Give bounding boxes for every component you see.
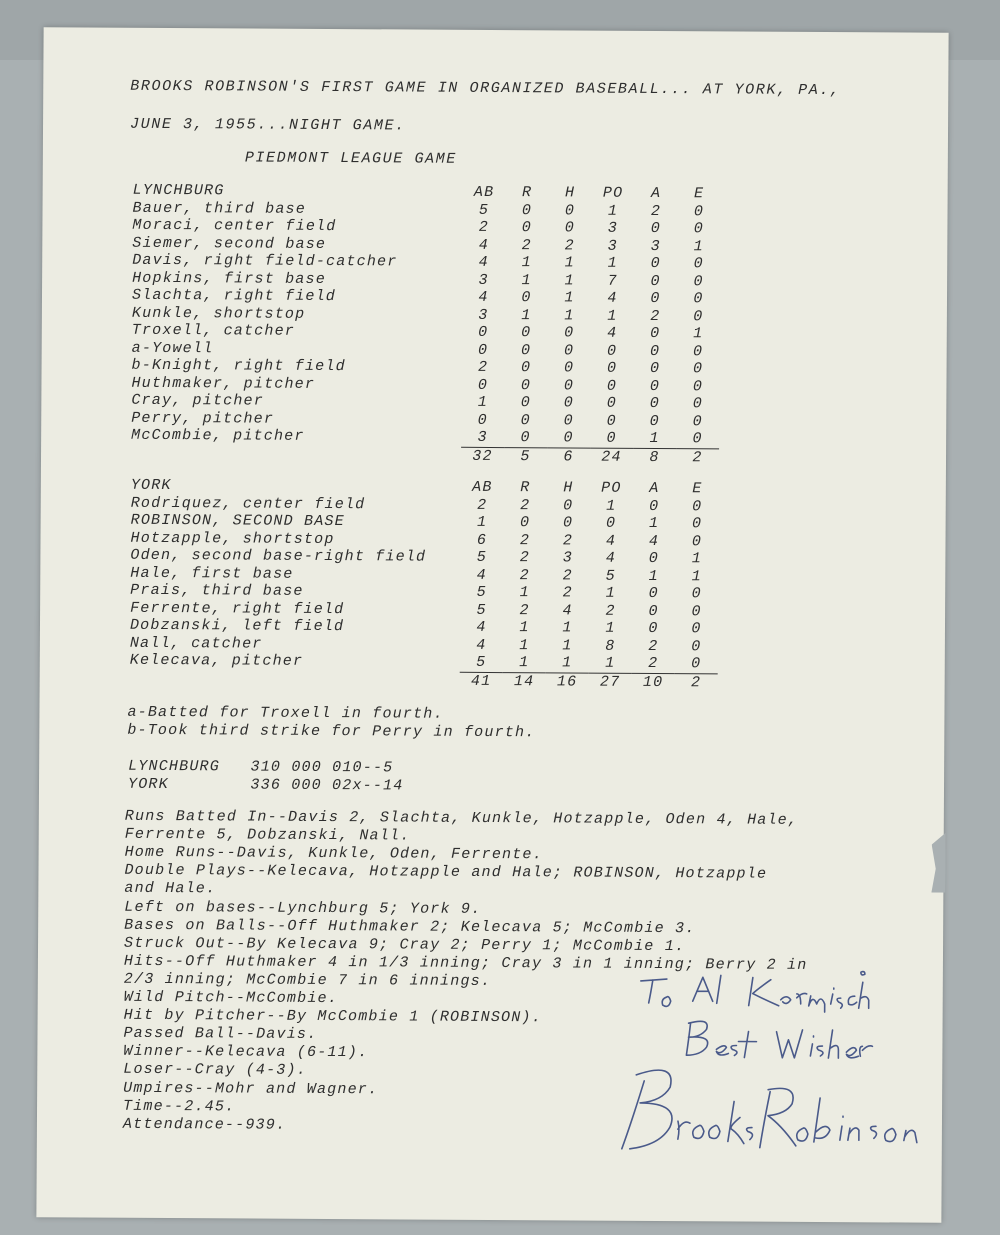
header-line-1: BROOKS ROBINSON'S FIRST GAME IN ORGANIZED BASEBALL... AT YORK, PA., xyxy=(130,77,841,100)
stat-po: 0 xyxy=(590,430,633,448)
york-col-header: AB xyxy=(472,478,493,496)
footnote-a: a-Batted for Troxell in fourth. xyxy=(127,703,444,723)
stat-ab: 5 xyxy=(476,583,487,601)
stat-e: 0 xyxy=(692,395,704,413)
summary-line: Ferrente 5, Dobzanski, Nall. xyxy=(124,825,411,845)
stat-e: 0 xyxy=(691,602,702,620)
stat-r: 0 xyxy=(520,376,532,394)
stat-e: 0 xyxy=(693,202,705,220)
stat-po: 1 xyxy=(606,497,617,515)
total-r: 14 xyxy=(513,672,535,691)
lynchburg-player-row xyxy=(132,322,720,343)
stat-e: 0 xyxy=(693,255,704,273)
stat-h: 0 xyxy=(563,394,575,412)
summary-line: Wild Pitch--McCombie. xyxy=(123,988,339,1008)
stat-e: 1 xyxy=(693,237,704,255)
stat-h: 1 xyxy=(562,636,573,654)
player-name: Cray, pitcher xyxy=(131,391,265,410)
stat-po: 5 xyxy=(605,567,616,585)
stat-r: 1 xyxy=(521,306,532,324)
stat-po: 0 xyxy=(606,412,617,430)
stat-h: 2 xyxy=(562,566,573,584)
stat-e: 0 xyxy=(691,637,702,655)
total-e: 2 xyxy=(690,673,702,692)
stat-a: 2 xyxy=(650,307,661,325)
player-name: Kunkle, shortstop xyxy=(131,304,306,323)
stat-h: 1 xyxy=(564,254,575,272)
stat-ab: 3 xyxy=(478,306,489,324)
stat-po: 3 xyxy=(607,219,619,237)
stat-e: 0 xyxy=(692,360,704,378)
footnote-b: b-Took third strike for Perry in fourth. xyxy=(127,721,536,742)
total-po: 24 xyxy=(601,448,622,466)
stat-a: 0 xyxy=(648,549,660,568)
typed-box-score-sheet xyxy=(36,27,948,1223)
stat-h: 0 xyxy=(563,411,574,429)
total-a: 10 xyxy=(642,673,664,691)
stat-r: 0 xyxy=(521,289,532,307)
stat-e: 0 xyxy=(693,290,704,308)
stat-po: 0 xyxy=(605,514,617,532)
stat-ab: 5 xyxy=(478,201,490,219)
player-name: Dobzanski, left field xyxy=(129,616,345,636)
stat-e: 0 xyxy=(693,272,704,290)
stat-po: 1 xyxy=(607,307,618,325)
stat-ab: 5 xyxy=(476,601,487,619)
total-ab: 41 xyxy=(470,672,492,690)
linescore-york: YORK 336 000 02x--14 xyxy=(127,775,404,795)
autograph-inscription xyxy=(592,971,933,1178)
totals-spacer xyxy=(131,445,461,466)
stat-ab: 4 xyxy=(476,566,487,584)
stat-h: 0 xyxy=(563,376,575,394)
stat-e: 0 xyxy=(693,342,704,360)
stat-h: 0 xyxy=(563,496,574,514)
stat-r: 1 xyxy=(503,654,546,672)
player-name: ROBINSON, SECOND BASE xyxy=(130,511,345,531)
stat-r: 0 xyxy=(521,341,532,359)
stat-ab: 0 xyxy=(477,376,489,394)
stat-r: 1 xyxy=(519,619,530,637)
player-name: Slachta, right field xyxy=(131,286,337,306)
total-e: 2 xyxy=(692,448,703,467)
player-name: Oden, second base-right field xyxy=(130,546,427,566)
stat-po: 2 xyxy=(605,602,616,620)
stat-h: 1 xyxy=(564,289,575,307)
stat-po: 3 xyxy=(607,237,618,255)
stat-a: 0 xyxy=(650,342,661,360)
player-name: Huthmaker, pitcher xyxy=(131,374,316,393)
lynchburg-col-header: AB xyxy=(473,183,495,202)
summary-line: Struck Out--By Kelecava 9; Cray 2; Perry 1; McCombie 1. xyxy=(123,934,686,955)
stat-po: 8 xyxy=(605,637,616,655)
stat-a: 0 xyxy=(650,289,661,308)
player-name: Nall, catcher xyxy=(129,634,263,653)
york-box-score xyxy=(130,477,719,692)
player-name: Bauer, third base xyxy=(132,199,307,218)
stat-a: 3 xyxy=(650,237,661,255)
stat-e: 0 xyxy=(693,220,705,238)
stat-h: 2 xyxy=(562,531,574,549)
stat-e: 0 xyxy=(691,585,702,603)
stat-h: 1 xyxy=(564,271,575,289)
york-col-header: PO xyxy=(601,479,622,497)
player-name: Moraci, center field xyxy=(132,216,337,236)
summary-line: Umpires--Mohr and Wagner. xyxy=(123,1079,379,1098)
stat-ab: 4 xyxy=(478,288,489,306)
stat-r: 1 xyxy=(519,636,530,654)
stat-a: 0 xyxy=(650,219,662,238)
stat-po: 4 xyxy=(605,532,617,550)
stat-a: 2 xyxy=(648,637,659,655)
stat-r: 0 xyxy=(521,219,533,237)
stat-h: 0 xyxy=(564,201,576,219)
york-team-name: YORK xyxy=(130,476,172,495)
player-name: a-Yowell xyxy=(131,339,214,357)
york-col-header: A xyxy=(649,479,660,498)
header-line-2: JUNE 3, 1955...NIGHT GAME. xyxy=(130,115,406,135)
stat-po: 1 xyxy=(605,619,616,637)
stat-po: 1 xyxy=(605,584,616,602)
stat-r: 0 xyxy=(521,324,532,342)
stat-po: 4 xyxy=(607,289,618,307)
stat-a: 2 xyxy=(650,202,662,220)
stat-po: 0 xyxy=(606,359,618,377)
summary-line: Winner--Kelecava (6-11). xyxy=(123,1043,369,1062)
stat-h: 0 xyxy=(564,324,575,342)
total-h: 16 xyxy=(556,673,578,691)
stat-r: 2 xyxy=(520,496,531,514)
stat-po: 0 xyxy=(606,394,618,412)
player-name: Ferrente, right field xyxy=(130,599,345,618)
summary-line: Time--2.45. xyxy=(123,1097,236,1116)
player-name: Troxell, catcher xyxy=(131,321,296,340)
player-name: McCombie, pitcher xyxy=(131,427,305,446)
summary-line: Home Runs--Davis, Kunkle, Oden, Ferrente. xyxy=(124,843,543,864)
stat-h: 0 xyxy=(564,219,576,237)
stat-po: 1 xyxy=(607,202,619,220)
summary-line: and Hale. xyxy=(124,880,217,898)
stat-ab: 0 xyxy=(478,341,489,359)
stat-e: 1 xyxy=(691,567,702,585)
summary-line: Hit by Pitcher--By McCombie 1 (ROBINSON). xyxy=(123,1006,542,1027)
stat-h: 0 xyxy=(564,341,575,359)
stat-ab: 4 xyxy=(478,253,489,271)
stat-h: 0 xyxy=(562,514,574,532)
stat-h: 1 xyxy=(564,306,575,324)
stat-e: 0 xyxy=(691,620,702,638)
total-ab: 32 xyxy=(472,447,493,465)
player-name: Hale, first base xyxy=(130,564,294,583)
league-title: PIEDMONT LEAGUE GAME xyxy=(244,149,457,168)
summary-line: Runs Batted In--Davis 2, Slachta, Kunkle, Hotzapple, Oden 4, Hale, xyxy=(124,807,799,829)
stat-a: 1 xyxy=(648,567,659,585)
stat-po: 1 xyxy=(589,655,632,673)
york-col-header: E xyxy=(692,480,703,498)
paper-tear xyxy=(931,833,945,893)
stat-a: 0 xyxy=(648,584,659,603)
stat-h: 1 xyxy=(546,654,589,672)
stat-ab: 3 xyxy=(461,429,504,447)
stat-r: 0 xyxy=(520,411,531,429)
stat-r: 2 xyxy=(519,566,530,584)
stat-e: 1 xyxy=(691,550,703,568)
stat-a: 0 xyxy=(648,619,659,638)
stat-ab: 2 xyxy=(477,496,488,514)
player-name: Davis, right field-catcher xyxy=(132,251,398,271)
stat-r: 0 xyxy=(504,429,547,447)
summary-line: Bases on Balls--Off Huthmaker 2; Kelecava 5; McCombie 3. xyxy=(124,916,696,937)
stat-r: 0 xyxy=(520,359,532,377)
stat-a: 0 xyxy=(649,394,661,413)
stat-r: 1 xyxy=(521,271,532,289)
stat-ab: 3 xyxy=(478,271,489,289)
stat-a: 0 xyxy=(648,602,659,620)
stat-ab: 4 xyxy=(478,236,489,254)
stat-a: 0 xyxy=(650,324,661,343)
stat-ab: 2 xyxy=(478,218,490,236)
player-name: Kelecava, pitcher xyxy=(129,652,304,671)
stat-ab: 5 xyxy=(460,654,503,672)
stat-a: 1 xyxy=(633,430,676,448)
player-name: Hotzapple, shortstop xyxy=(130,529,335,548)
stat-po: 0 xyxy=(607,342,618,360)
stat-e: 0 xyxy=(693,307,704,325)
lynchburg-col-header: PO xyxy=(602,184,624,202)
stat-h: 0 xyxy=(563,359,575,377)
player-name: Rodriquez, center field xyxy=(130,494,366,513)
totals-spacer xyxy=(130,670,460,691)
stat-e: 0 xyxy=(691,532,703,550)
stat-r: 2 xyxy=(519,531,531,549)
stat-h: 2 xyxy=(562,584,573,602)
stat-a: 0 xyxy=(649,377,661,395)
stat-ab: 4 xyxy=(476,636,487,654)
stat-r: 2 xyxy=(519,549,531,567)
player-name: b-Knight, right field xyxy=(131,356,346,376)
york-col-header: H xyxy=(563,479,574,497)
stat-r: 0 xyxy=(520,394,532,412)
lynchburg-col-header: A xyxy=(650,184,662,203)
lynchburg-totals-row xyxy=(131,445,719,467)
stat-h: 2 xyxy=(564,236,575,254)
stat-r: 1 xyxy=(521,254,532,272)
stat-r: 0 xyxy=(519,514,531,532)
stat-po: 1 xyxy=(607,254,618,272)
stat-a: 0 xyxy=(649,412,660,430)
stat-h: 1 xyxy=(562,619,573,637)
total-r: 5 xyxy=(520,447,531,465)
stat-e: 0 xyxy=(692,377,704,395)
summary-line: Passed Ball--Davis. xyxy=(123,1024,318,1044)
player-name: Hopkins, first base xyxy=(132,269,326,288)
stat-ab: 2 xyxy=(477,358,489,376)
stat-a: 0 xyxy=(650,272,661,290)
stat-a: 4 xyxy=(648,532,660,550)
york-col-header: R xyxy=(520,479,531,497)
lynchburg-team-name: LYNCHBURG xyxy=(132,181,225,200)
linescore-lynchburg: LYNCHBURG 310 000 010--5 xyxy=(128,757,394,777)
stat-ab: 4 xyxy=(476,618,487,636)
stat-r: 1 xyxy=(519,584,530,602)
stat-e: 0 xyxy=(676,430,719,448)
stat-e: 0 xyxy=(691,515,703,533)
stat-po: 7 xyxy=(607,272,618,290)
summary-line: 2/3 inning; McCombie 7 in 6 innings. xyxy=(123,970,492,990)
total-a: 8 xyxy=(649,448,660,466)
summary-line: Loser--Cray (4-3). xyxy=(123,1061,307,1080)
stat-ab: 0 xyxy=(477,411,488,429)
stat-r: 2 xyxy=(521,236,532,254)
stat-e: 0 xyxy=(692,497,703,515)
stat-a: 1 xyxy=(648,514,660,533)
stat-ab: 1 xyxy=(476,513,488,531)
stat-h: 0 xyxy=(547,429,590,447)
stat-ab: 5 xyxy=(476,548,488,566)
stat-r: 2 xyxy=(519,601,530,619)
lynchburg-col-header: R xyxy=(521,184,533,202)
handwritten-signature xyxy=(592,971,933,1173)
summary-line: Hits--Off Huthmaker 4 in 1/3 inning; Cray 3 in 1 inning; Berry 2 in xyxy=(123,952,808,974)
lynchburg-box-score xyxy=(131,182,721,467)
player-name: Siemer, second base xyxy=(132,234,327,253)
stat-h: 4 xyxy=(562,601,573,619)
summary-line: Attendance--939. xyxy=(122,1115,287,1134)
total-h: 6 xyxy=(563,448,574,466)
stat-a: 0 xyxy=(649,359,661,378)
stat-po: 0 xyxy=(606,377,618,395)
stat-a: 0 xyxy=(650,254,661,273)
stat-a: 2 xyxy=(632,655,675,673)
stat-e: 1 xyxy=(693,325,704,343)
stat-po: 4 xyxy=(607,324,618,342)
stat-po: 4 xyxy=(605,549,617,567)
stat-a: 0 xyxy=(649,497,660,515)
total-po: 27 xyxy=(599,673,621,691)
stat-ab: 6 xyxy=(476,531,488,549)
player-name: Perry, pitcher xyxy=(131,409,275,428)
summary-line: Left on bases--Lynchburg 5; York 9. xyxy=(124,898,482,918)
stat-h: 3 xyxy=(562,549,574,567)
lynchburg-col-header: E xyxy=(693,185,705,203)
york-totals-row xyxy=(130,670,718,692)
lynchburg-col-header: H xyxy=(564,184,576,202)
stat-e: 0 xyxy=(675,655,718,673)
summary-line: Double Plays--Kelecava, Hotzapple and Hale; ROBINSON, Hotzapple xyxy=(124,862,768,883)
stat-ab: 1 xyxy=(477,393,489,411)
stat-e: 0 xyxy=(692,412,703,430)
stat-ab: 0 xyxy=(478,323,489,341)
stat-r: 0 xyxy=(521,201,533,219)
player-name: Prais, third base xyxy=(130,581,304,600)
